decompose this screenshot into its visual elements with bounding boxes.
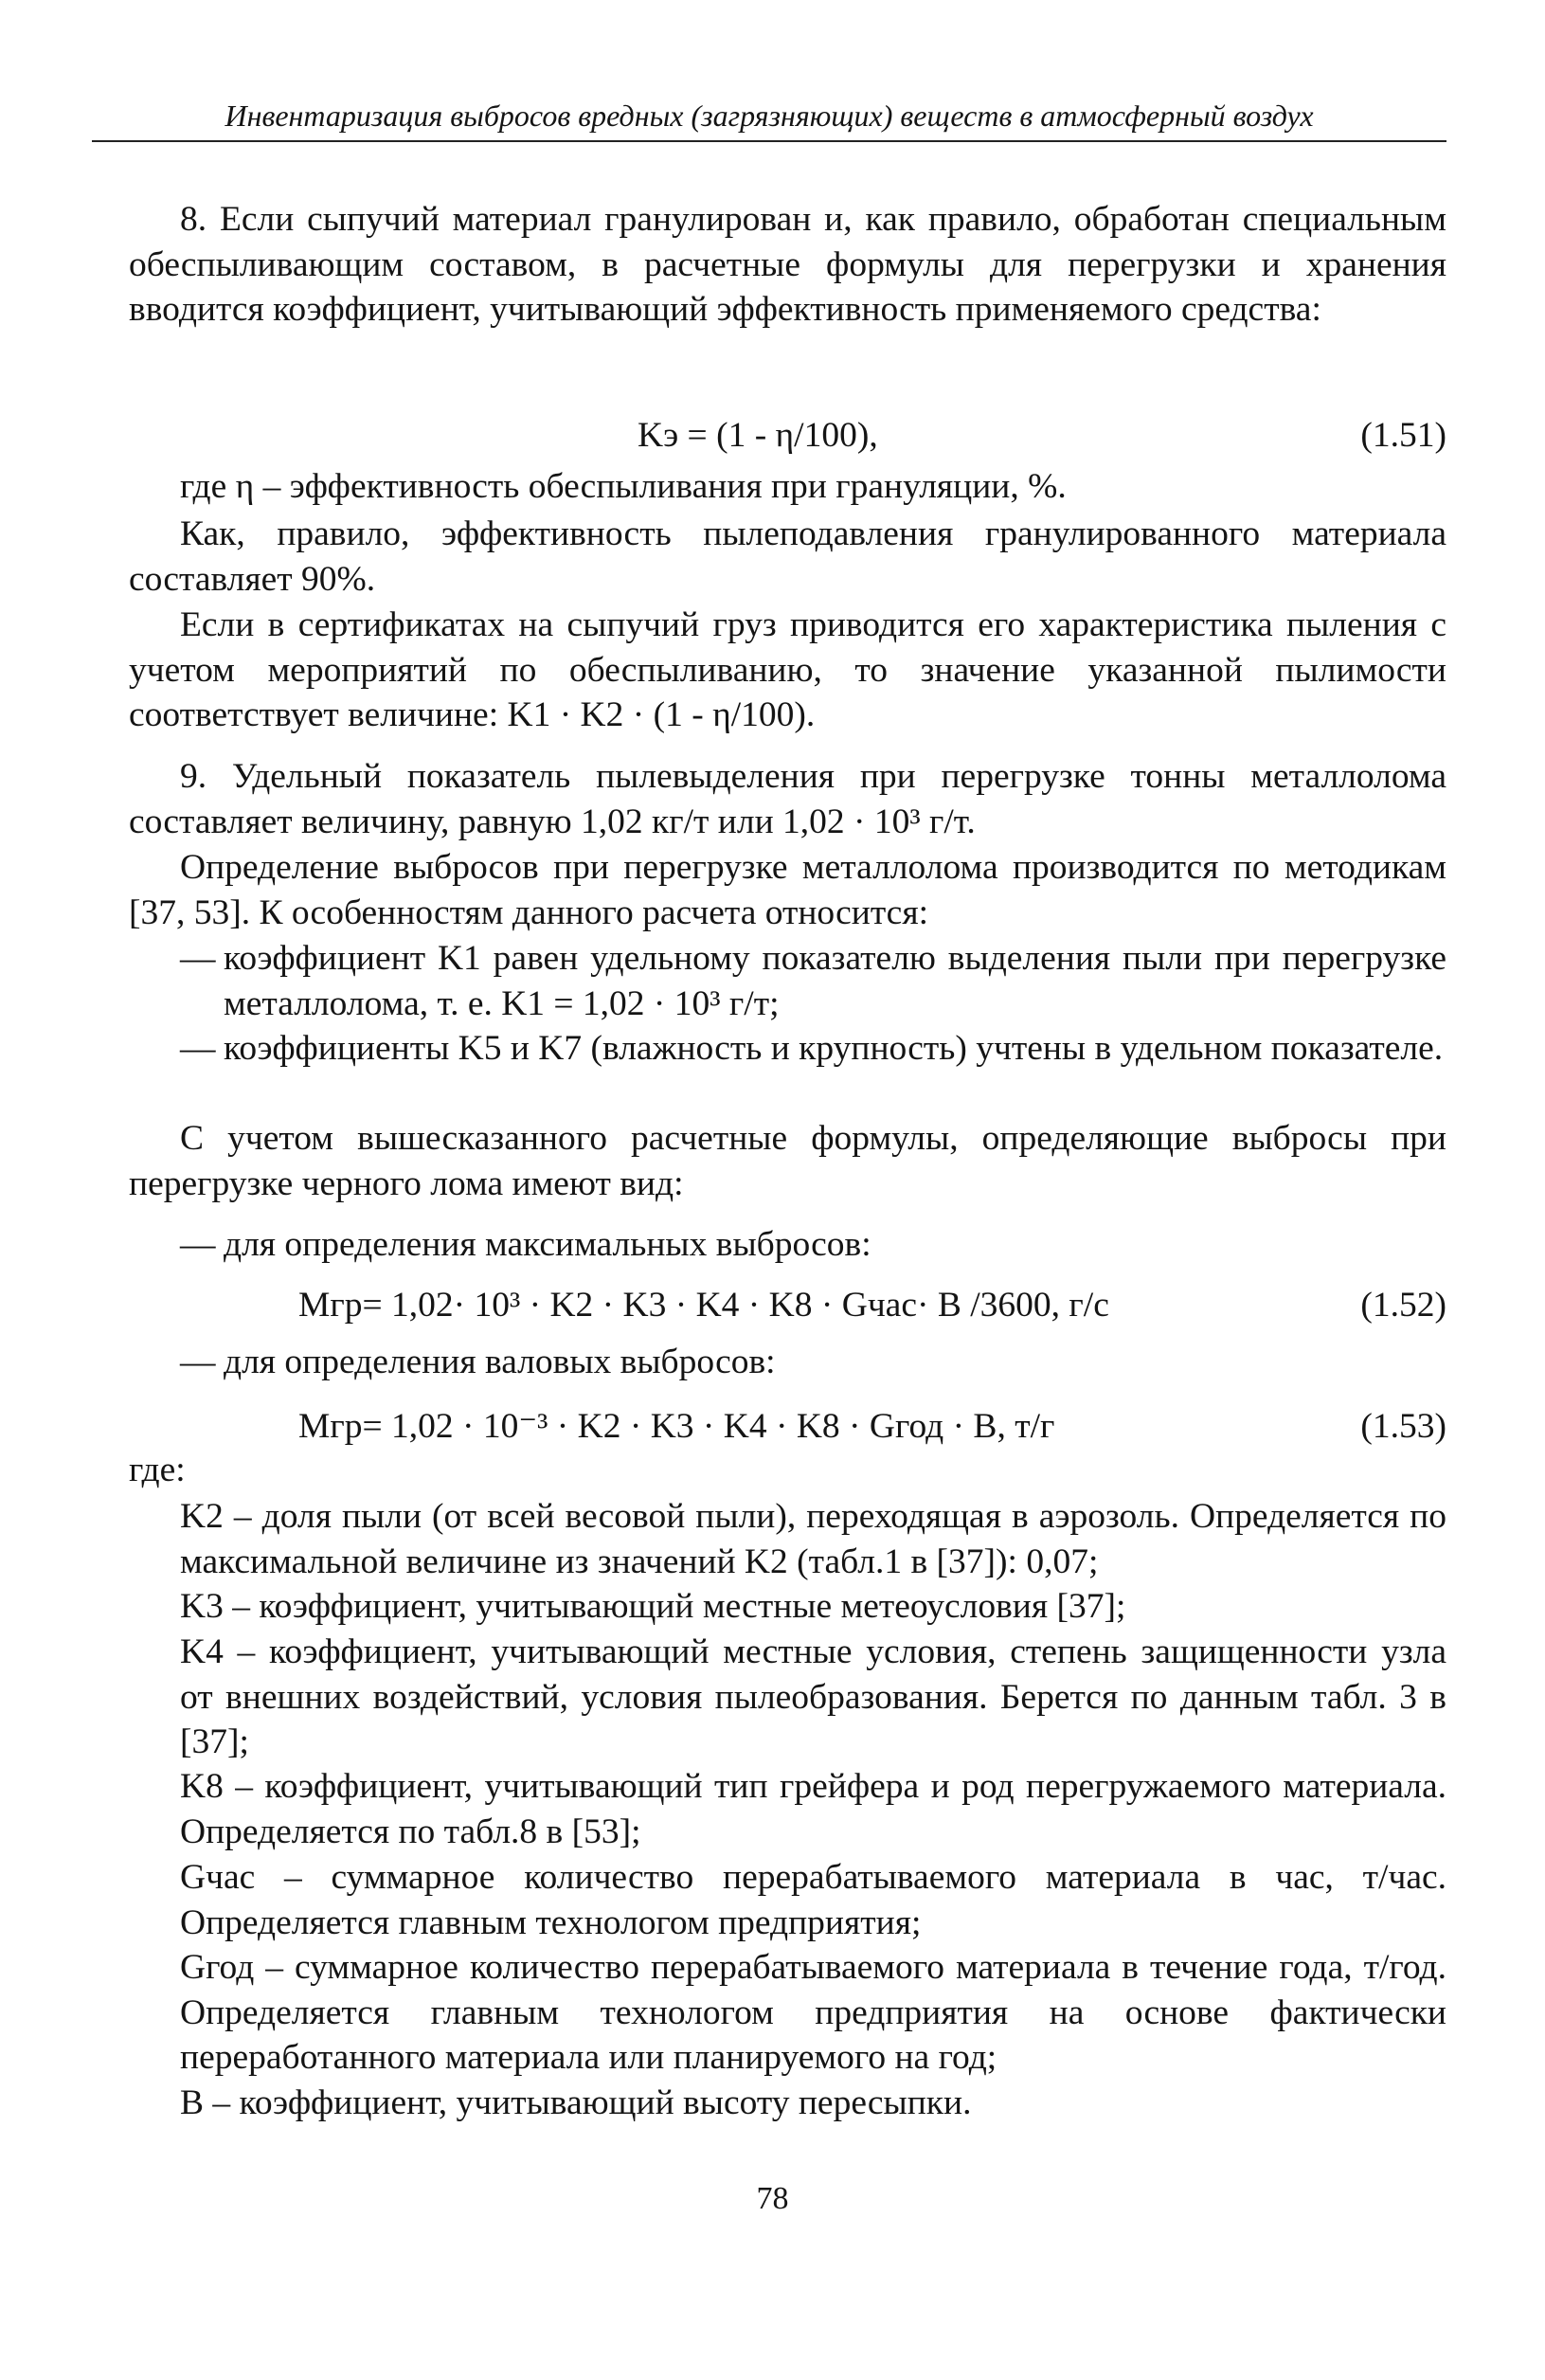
bullet-gross-emissions: для определения валовых выбросов: [224,1343,776,1381]
bullet-dash: — [180,1343,216,1381]
definition-k3: K3 – коэффициент, учитывающий местные метеоусловия [37]; [180,1587,1126,1626]
formula-number: (1.52) [1360,1286,1446,1325]
formula-1-52 [180,1283,1446,1328]
where-label: где: [129,1451,186,1489]
paragraph-certificates: Если в сертификатах на сыпучий груз приводится его характеристика пыления с учетом мероприятий по обеспыливанию, то значение указанной пылимости соответствует величине: K1 · K2 · (1 - η/100). [129,605,1446,734]
page-number: 78 [756,2181,789,2216]
bullet-dash: — [180,1225,216,1264]
formula-number: (1.51) [1360,416,1446,455]
bullet-item-k1: коэффициент K1 равен удельному показателю выделения пыли при перегрузке металлолома, т. е. K1 = 1,02 · 10³ г/т; [224,939,1446,1023]
formula-expression: Kэ = (1 - η/100), [638,416,878,455]
paragraph-eta-definition: где η – эффективность обеспыливания при грануляции, %. [180,467,1067,506]
paragraph-formulas-intro: С учетом вышесказанного расчетные формулы, определяющие выбросы при перегрузке черного лома имеют вид: [129,1119,1446,1203]
paragraph-9: 9. Удельный показатель пылевыделения при перегрузке тонны металлолома составляет величину, равную 1,02 кг/т или 1,02 · 10³ г/т. [129,757,1446,841]
definition-b: B – коэффициент, учитывающий высоту пересыпки. [180,2083,972,2122]
bullet-dash: — [180,939,216,978]
formula-expression: Mгр= 1,02· 10³ · K2 · K3 · K4 · K8 · Gчас· B /3600, г/с [298,1286,1109,1325]
paragraph-methods: Определение выбросов при перегрузке металлолома производится по методикам [37, 53]. К особенностям данного расчета относится: [129,848,1446,932]
formula-expression: Mгр= 1,02 · 10⁻³ · K2 · K3 · K4 · K8 · Gгод · B, т/г [298,1407,1055,1446]
definition-k8: K8 – коэффициент, учитывающий тип грейфера и род перегружаемого материала. Определяется по табл.8 в [53]; [180,1767,1446,1851]
paragraph-efficiency: Как, правило, эффективность пылеподавления гранулированного материала составляет 90%. [129,514,1446,599]
definition-g-year: Gгод – суммарное количество перерабатываемого материала в течение года, т/год. Определяется главным технологом предприятия на основе фактически переработанного материала или планируемого на год; [180,1948,1446,2077]
definition-g-hour: Gчас – суммарное количество перерабатываемого материала в час, т/час. Определяется главным технологом предприятия; [180,1858,1446,1942]
bullet-item-k5-k7: коэффициенты K5 и K7 (влажность и крупность) учтены в удельном показателе. [224,1029,1444,1068]
formula-1-53 [180,1404,1446,1450]
running-header: Инвентаризация выбросов вредных (загрязняющих) веществ в атмосферный воздух [92,91,1446,142]
definition-k2: K2 – доля пыли (от всей весовой пыли), переходящая в аэрозоль. Определяется по максимальной величине из значений K2 (табл.1 в [37]): 0,07; [180,1497,1446,1581]
bullet-max-emissions: для определения максимальных выбросов: [224,1225,871,1264]
definition-k4: K4 – коэффициент, учитывающий местные условия, степень защищенности узла от внешних воздействий, условия пылеобразования. Берется по данным табл. 3 в [37]; [180,1632,1446,1761]
formula-1-51 [180,413,1446,459]
paragraph-8: 8. Если сыпучий материал гранулирован и, как правило, обработан специальным обеспыливающим составом, в расчетные формулы для перегрузки и хранения вводится коэффициент, учитывающий эффективность применяемого средства: [129,200,1446,329]
bullet-dash: — [180,1029,216,1068]
formula-number: (1.53) [1360,1407,1446,1446]
